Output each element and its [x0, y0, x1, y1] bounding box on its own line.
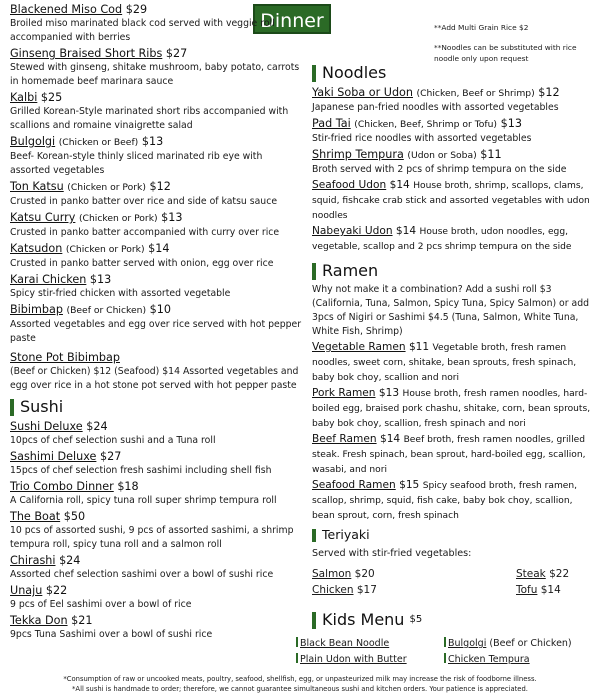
item-name: Beef Ramen	[312, 433, 377, 445]
item-price: $29	[125, 3, 148, 16]
item-name: Plain Udon with Butter	[300, 654, 407, 665]
item-price: $27	[165, 47, 188, 60]
note-multi-grain-rice: **Add Multi Grain Rice $2	[434, 23, 529, 32]
item-price: $13	[500, 117, 522, 130]
item-name: Chirashi	[10, 554, 56, 567]
item-price: $14	[540, 584, 561, 596]
item-price: $17	[356, 584, 377, 596]
footer-sushi-note: *All sushi is handmade to order; therefore, we cannot guarantee simultaneous sushi and kitchen orders. Your patience is appreciated.	[72, 685, 528, 693]
menu-item	[312, 432, 596, 477]
item-desc: House broth, shrimp, scallops, clams, squid, fishcake crab stick and assorted vegetables with udon noodles	[312, 181, 590, 221]
teriyaki-subtitle: Served with stir-fried vegetables:	[312, 548, 472, 559]
item-desc: Stewed with ginseng, shitake mushroom, baby potato, carrots in homemade beef marinara sauce	[10, 62, 300, 87]
item-name: Karai Chicken	[10, 273, 87, 286]
item-bar	[296, 637, 298, 647]
item-desc: 15pcs of chef selection fresh sashimi including shell fish	[10, 465, 272, 476]
item-name: Tofu	[516, 584, 538, 596]
menu-item	[10, 179, 302, 209]
item-name: The Boat	[10, 510, 61, 523]
item-price: $12	[149, 180, 171, 193]
item-desc: 10 pcs of assorted sushi, 9 pcs of assorted sashimi, a shrimp tempura roll, spicy tuna roll and a salmon roll	[10, 525, 294, 550]
item-price: $22	[549, 568, 570, 580]
menu-item	[312, 116, 596, 146]
note-rice-noodle: **Noodles can be substituted with rice noodle only upon request	[434, 43, 577, 63]
kids-item	[296, 652, 407, 667]
item-price: $25	[40, 91, 63, 104]
menu-item	[10, 210, 302, 240]
item-name: Steak	[516, 568, 546, 580]
item-name: Nabeyaki Udon	[312, 225, 393, 237]
item-desc: Assorted chef selection sashimi over a bowl of sushi rice	[10, 569, 274, 580]
item-name: Ginseng Braised Short Ribs	[10, 47, 163, 60]
item-modifier: (Chicken, Beef or Shrimp)	[416, 88, 535, 99]
menu-item	[10, 419, 302, 448]
menu-item	[10, 583, 302, 612]
item-modifier: (Udon or Soba)	[407, 150, 477, 161]
item-desc: Spicy seafood broth, fresh ramen, scallop, shrimp, squid, fish cake, baby bok choy, scallion, bean sprout, corn, fresh spinach	[312, 481, 578, 521]
item-desc: Spicy stir-fried chicken with assorted vegetable	[10, 288, 231, 299]
item-price: $15	[399, 479, 420, 491]
kids-item	[296, 636, 389, 651]
item-desc: Crusted in panko batter accompanied with curry over rice	[10, 227, 280, 238]
item-price: $12	[538, 86, 560, 99]
item-modifier: (Chicken or Beef)	[58, 137, 139, 148]
menu-item	[312, 147, 596, 177]
section-title: Kids Menu	[322, 610, 405, 629]
item-name: Black Bean Noodle	[300, 638, 390, 649]
item-desc: Broth served with 2 pcs of shrimp tempura on the side	[312, 164, 567, 175]
item-desc: A California roll, spicy tuna roll super shrimp tempura roll	[10, 495, 277, 506]
item-price: $14	[395, 225, 417, 237]
item-desc: (Beef or Chicken) $12 (Seafood) $14 Assorted vegetables and egg over rice in a hot stone pot served with hot pepper paste	[10, 366, 299, 391]
left-column	[10, 2, 302, 643]
ramen-intro: Why not make it a combination? Add a sushi roll $3 (California, Tuna, Salmon, Spicy Tuna, Spicy Salmon) or add 3pcs of Nigiri or Sashimi $4.5 (Tuna, Salmon, White Tuna, White Fish, Shrimp)	[312, 284, 590, 337]
item-desc: Crusted in panko batter over rice and side of katsu sauce	[10, 196, 278, 207]
item-bar	[296, 653, 298, 663]
item-name: Yaki Soba or Udon	[312, 86, 413, 99]
item-desc: Crusted in panko batter served with onion, egg over rice	[10, 258, 274, 269]
item-name: Katsudon	[10, 242, 63, 255]
section-bar	[312, 65, 316, 82]
item-desc: 9pcs Tuna Sashimi over a bowl of sushi rice	[10, 629, 213, 640]
right-column	[312, 60, 596, 598]
item-bar	[444, 653, 446, 663]
menu-item	[10, 449, 302, 478]
section-ramen	[312, 260, 596, 282]
item-name: Pad Tai	[312, 117, 351, 130]
section-noodles	[312, 62, 596, 84]
dinner-header: Dinner	[253, 4, 331, 34]
item-price: $13	[141, 135, 164, 148]
menu-item	[10, 90, 302, 133]
item-price: $22	[45, 584, 68, 597]
item-name: Unaju	[10, 584, 43, 597]
item-desc: Broiled miso marinated black cod served with veggie roll accompanied with berries	[10, 18, 275, 43]
menu-item	[10, 272, 302, 301]
item-modifier: (Beef or Chicken)	[66, 305, 147, 316]
menu-item	[10, 2, 302, 45]
item-modifier: (Chicken or Pork)	[67, 182, 146, 193]
menu-item	[10, 134, 302, 178]
item-desc: 9 pcs of Eel sashimi over a bowl of rice	[10, 599, 192, 610]
kids-price: $5	[409, 614, 423, 625]
menu-item	[312, 85, 596, 115]
section-bar	[312, 612, 316, 629]
item-price: $24	[86, 420, 108, 433]
item-price: $11	[408, 341, 430, 353]
item-desc: Grilled Korean-Style marinated short ribs accompanied with scallions and romaine vinaigrette salad	[10, 106, 289, 131]
menu-item	[10, 350, 302, 393]
section-bar	[312, 529, 316, 542]
menu-item	[312, 224, 596, 254]
item-price: $13	[378, 387, 400, 399]
menu-item	[10, 553, 302, 582]
item-price: $13	[161, 211, 183, 224]
item-desc: House broth, fresh ramen noodles, hard- boiled egg, braised pork chashu, shitake, corn, bean sprouts, baby bok choy, scallion, fresh spinach and nori	[312, 389, 591, 429]
section-title: Ramen	[322, 261, 379, 280]
item-name: Bulgolgi	[448, 638, 487, 649]
section-title: Noodles	[322, 63, 387, 82]
section-title: Sushi	[20, 397, 64, 416]
item-modifier: (Chicken or Pork)	[65, 244, 145, 255]
menu-item	[10, 613, 302, 642]
item-bar	[444, 637, 446, 647]
item-name: Katsu Curry	[10, 211, 76, 224]
menu-item	[312, 386, 596, 431]
item-modifier: (Beef or Chicken)	[489, 638, 572, 649]
item-price: $10	[149, 303, 171, 316]
item-price: $20	[354, 568, 375, 580]
item-name: Blackened Miso Cod	[10, 3, 123, 16]
item-name: Ton Katsu	[10, 180, 64, 193]
item-name: Bibimbap	[10, 303, 63, 316]
item-desc: 10pcs of chef selection sushi and a Tuna roll	[10, 435, 216, 446]
item-name: Pork Ramen	[312, 387, 376, 399]
item-name: Vegetable Ramen	[312, 341, 406, 353]
item-desc: Assorted vegetables and egg over rice served with hot pepper paste	[10, 319, 302, 344]
section-bar	[312, 263, 316, 280]
menu-item	[10, 479, 302, 508]
item-desc: House broth, udon noodles, egg, vegetable, scallop and 2 pcs shrimp tempura on the side	[312, 227, 572, 252]
item-desc: Vegetable broth, fresh ramen noodles, sweet corn, shitake, bean sprouts, fresh spinach, baby bok choy, scallion and nori	[312, 343, 577, 383]
footer-disclaimer: *Consumption of raw or uncooked meats, poultry, seafood, shellfish, egg, or unpasteurized milk may increase the risk of foodborne illness.	[63, 675, 537, 683]
item-name: Shrimp Tempura	[312, 148, 404, 161]
item-desc: Stir-fried rice noodles with assorted vegetables	[312, 133, 532, 144]
item-name: Chicken Tempura	[448, 654, 530, 665]
section-teriyaki	[312, 524, 596, 546]
item-price: $14	[148, 242, 170, 255]
section-sushi	[10, 396, 302, 418]
item-name: Bulgolgi	[10, 135, 56, 148]
item-price: $14	[379, 433, 401, 445]
item-desc: Beef broth, fresh ramen noodles, grilled steak. Fresh spinach, bean sprout, hard-boiled egg, scallion, wasabi, and nori	[312, 435, 586, 475]
item-name: Tekka Don	[10, 614, 68, 627]
kids-item	[444, 652, 530, 667]
item-modifier: (Chicken, Beef, Shrimp or Tofu)	[354, 119, 498, 130]
item-name: Chicken	[312, 584, 354, 596]
item-price: $18	[117, 480, 139, 493]
item-price: $24	[59, 554, 81, 567]
item-price: $50	[63, 510, 86, 523]
section-title: Teriyaki	[322, 527, 370, 542]
item-price: $11	[480, 148, 502, 161]
item-name: Trio Combo Dinner	[10, 480, 114, 493]
kids-item	[444, 636, 572, 651]
item-name: Salmon	[312, 568, 352, 580]
item-price: $27	[99, 450, 122, 463]
item-name: Sushi Deluxe	[10, 420, 83, 433]
section-bar	[10, 399, 14, 416]
item-name: Seafood Ramen	[312, 479, 396, 491]
item-price: $21	[71, 614, 93, 627]
item-desc: Japanese pan-fried noodles with assorted vegetables	[312, 102, 559, 113]
menu-item	[10, 509, 302, 552]
section-kids-menu	[312, 609, 422, 631]
menu-item	[10, 46, 302, 89]
item-desc: Beef- Korean-style thinly sliced marinated rib eye with assorted vegetables	[10, 151, 263, 176]
menu-item	[312, 178, 596, 223]
menu-item	[10, 302, 302, 346]
menu-item	[312, 340, 596, 385]
teriyaki-row	[312, 582, 596, 598]
item-name: Stone Pot Bibimbap	[10, 351, 120, 364]
teriyaki-row	[312, 566, 596, 582]
item-modifier: (Chicken or Pork)	[78, 213, 158, 224]
item-price: $13	[89, 273, 112, 286]
item-price: $14	[389, 179, 410, 191]
menu-item	[10, 241, 302, 271]
item-name: Kalbi	[10, 91, 38, 104]
item-name: Seafood Udon	[312, 179, 387, 191]
item-name: Sashimi Deluxe	[10, 450, 97, 463]
menu-item	[312, 478, 596, 523]
